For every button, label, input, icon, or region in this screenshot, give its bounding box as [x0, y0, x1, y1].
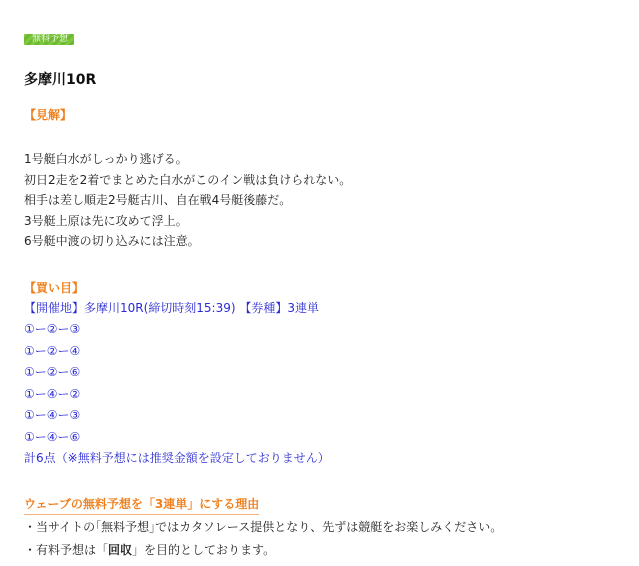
why-trifecta-heading: ウェーブの無料予想を「3連単」にする理由	[24, 496, 259, 515]
buy-combo: ①ー④ー③	[24, 408, 81, 422]
note-line-1: ・当サイトの｢無料予想｣ではカタソレース提供となり、先ずは競艇をお楽しみください。	[24, 519, 503, 534]
article-content	[24, 26, 614, 561]
buy-combo: ①ー②ー⑥	[24, 365, 81, 379]
note-bold-recovery: 回収	[108, 542, 133, 557]
note-suffix: 」を目的としております。	[132, 542, 276, 557]
buy-list	[24, 298, 614, 470]
buy-info: 【開催地】多摩川10R(締切時刻15:39) 【券種】3連単	[24, 300, 320, 315]
note-line-2	[24, 540, 614, 561]
note-prefix: ・有料予想は「	[24, 542, 109, 557]
analysis-line: 3号艇上原は先に攻めて浮上。	[24, 213, 188, 228]
badge-label: 無料予想	[24, 34, 74, 45]
buy-combo: ①ー④ー②	[24, 386, 81, 401]
buy-combo: ①ー④ー⑥	[24, 429, 81, 444]
analysis-line: 1号艇白水がしっかり逃げる。	[24, 152, 188, 166]
buy-heading: 【買い目】	[24, 280, 85, 295]
analysis-heading: 【見解】	[24, 108, 73, 122]
free-prediction-badge	[24, 26, 614, 45]
race-title: 多摩川10R	[24, 72, 97, 88]
analysis-line: 初日2走を2着でまとめた白水がこのイン戦は負けられない。	[24, 172, 352, 187]
analysis-line: 6号艇中渡の切り込みには注意。	[24, 234, 200, 248]
buy-total: 計6点（※無料予想には推奨金額を設定しておりません）	[24, 451, 330, 465]
buy-combo: ①ー②ー③	[24, 322, 81, 336]
buy-combo: ①ー②ー④	[24, 343, 81, 358]
analysis-line: 相手は差し順走2号艇古川、自在戦4号艇後藤だ。	[24, 193, 292, 207]
analysis-body	[24, 149, 614, 252]
